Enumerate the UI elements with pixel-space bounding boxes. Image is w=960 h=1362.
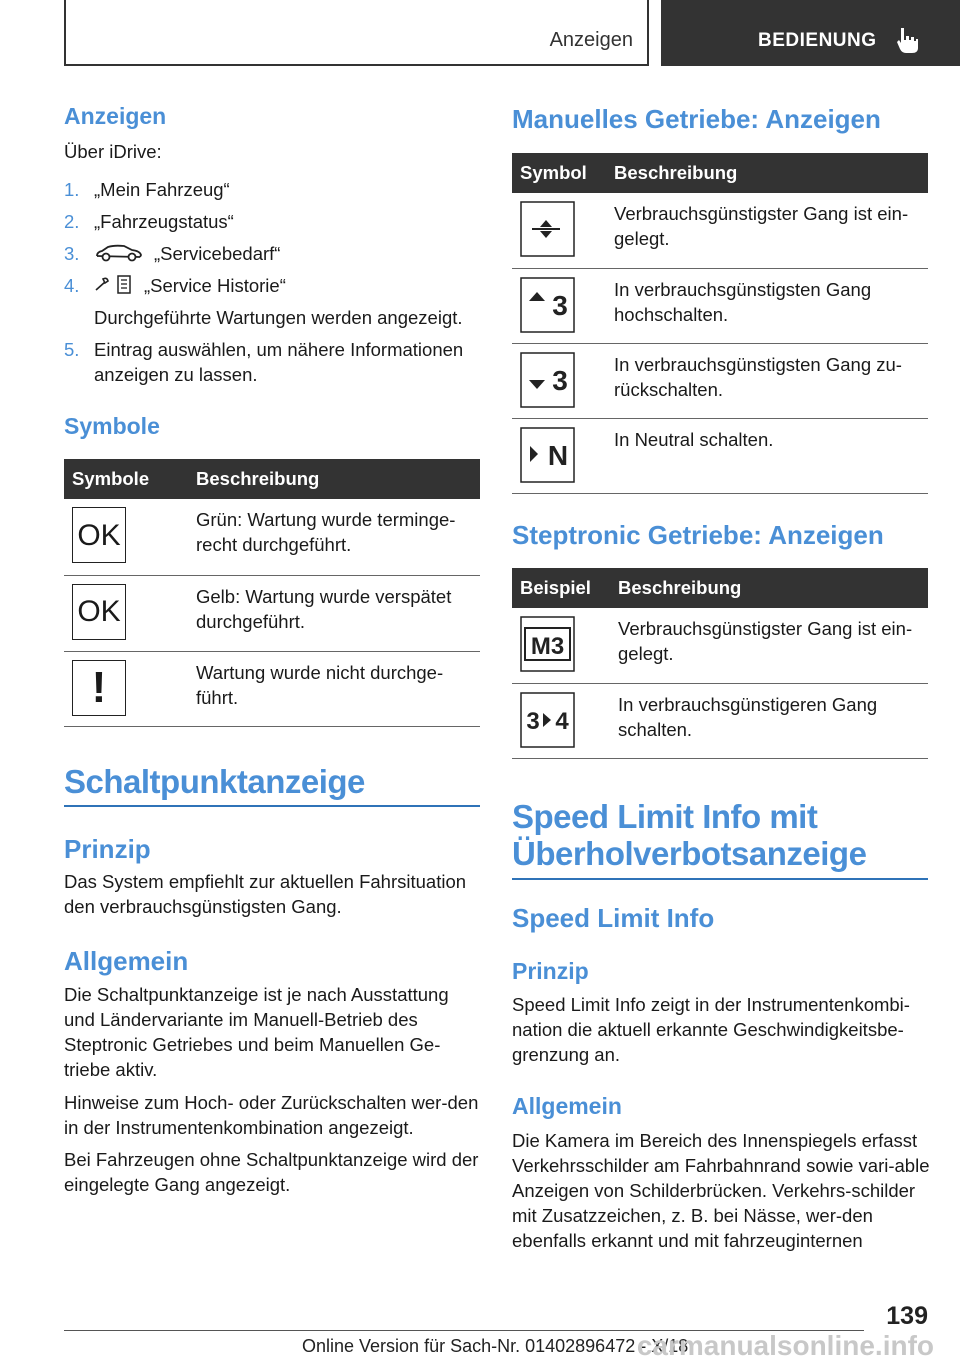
row-description: In verbrauchsgünstigeren Gang schalten. [610, 683, 928, 758]
symbole-table [64, 459, 480, 727]
header-section-title: Anzeigen [549, 29, 633, 51]
beispiel-col-header: Beispiel [512, 568, 610, 608]
header-chapter-box [661, 0, 960, 66]
step-note: Durchgeführte Wartungen werden angezeigt. [94, 307, 463, 328]
allgemein-heading: Allgemein [64, 946, 189, 976]
row-description: Gelb: Wartung wurde verspätet durchgeführt. [188, 575, 480, 651]
allgemein-p3: Bei Fahrzeugen ohne Schaltpunktanzeige wird der eingelegte Gang angezeigt. [64, 1149, 479, 1195]
manuell-heading: Manuelles Getriebe: Anzeigen [512, 104, 881, 134]
prinzip-text: Das System empfiehlt zur aktuellen Fahrsituation den verbrauchsgünstigsten Gang. [64, 871, 467, 917]
steptronic-table [512, 568, 928, 759]
shift-down-3-icon [520, 352, 575, 408]
row-description: Verbrauchsgünstigster Gang ist ein-gelegt. [610, 608, 928, 683]
table-row [512, 683, 928, 758]
svg-text:3: 3 [552, 364, 568, 396]
table-row [512, 418, 928, 493]
gear-m3-icon [520, 616, 575, 672]
row-description: Wartung wurde nicht durchge-führt. [188, 651, 480, 726]
table-row [64, 651, 480, 726]
prinzip-heading: Prinzip [64, 834, 151, 864]
step-item: 3. „Servicebedarf“ [64, 243, 281, 264]
header-section-box [64, 0, 649, 66]
ok-green-icon: OK [72, 507, 126, 563]
speed-limit-sub-heading: Speed Limit Info [512, 903, 715, 933]
svg-text:4: 4 [555, 707, 569, 735]
car-icon [94, 243, 144, 263]
ok-yellow-icon: OK [72, 584, 126, 640]
page-number: 139 [886, 1302, 928, 1330]
hand-pointer-icon [897, 26, 919, 54]
schaltpunkt-heading: Schaltpunktanzeige [64, 763, 480, 807]
table-row [512, 343, 928, 418]
neutral-icon [520, 427, 575, 483]
row-description: Verbrauchsgünstigster Gang ist ein-gelegt. [606, 193, 928, 268]
symbol-col-header: Symbol [512, 153, 606, 193]
row-description: In verbrauchsgünstigsten Gang hochschalten. [606, 268, 928, 343]
symbole-heading: Symbole [64, 413, 160, 439]
table-row [64, 499, 480, 575]
speed-allgemein-text: Die Kamera im Bereich des Innenspiegels erfasst Verkehrsschilder am Fahrbahnrand sowie vari-able Anzeigen von Schilderbrücken. Verkehrs-schilder mit Zusatzzeichen, z. B. bei Nässe, wer-den ebenfalls erkannt und mit fahrzeuginternen [512, 1130, 930, 1251]
shift-up-3-icon [520, 277, 575, 333]
header-chapter-title: BEDIENUNG [758, 30, 877, 51]
table-row [512, 193, 928, 268]
speed-prinzip-heading: Prinzip [512, 958, 589, 984]
anzeigen-heading: Anzeigen [64, 103, 167, 129]
allgemein-p1: Die Schaltpunktanzeige ist je nach Ausstattung und Ländervariante im Manuell-Betrieb des Steptronic Getriebes und beim Manuellen Ge-triebe aktiv. [64, 984, 449, 1080]
table-row [512, 608, 928, 683]
step-item: 1. „Mein Fahrzeug“ [64, 179, 230, 200]
beschreibung-col-header: Beschreibung [606, 153, 928, 193]
row-description: In verbrauchsgünstigsten Gang zu-rückschalten. [606, 343, 928, 418]
step-item: 2. „Fahrzeugstatus“ [64, 211, 234, 232]
beschreibung-col-header: Beschreibung [610, 568, 928, 608]
speed-prinzip-text: Speed Limit Info zeigt in der Instrumentenkombi-nation die aktuell erkannte Geschwindigkeitsbe-grenzung an. [512, 994, 910, 1065]
svg-text:N: N [547, 439, 569, 471]
symbole-col-header: Symbole [64, 459, 188, 499]
manuell-table [512, 153, 928, 494]
steptronic-heading: Steptronic Getriebe: Anzeigen [512, 520, 884, 550]
service-history-icon [94, 274, 134, 296]
row-description: Grün: Wartung wurde terminge-recht durchgeführt. [188, 499, 480, 575]
allgemein-p2: Hinweise zum Hoch- oder Zurückschalten wer-den in der Instrumentenkombination angezeigt. [64, 1092, 479, 1138]
step-item: 4. „Service Historie“ Durchgeführte Wartungen werden angezeigt. [64, 273, 480, 330]
watermark: carmanualsonline.info [636, 1330, 934, 1361]
gear-3-to-4-icon [520, 692, 575, 748]
svg-text:M3: M3 [530, 633, 565, 660]
speed-allgemein-heading: Allgemein [512, 1093, 622, 1119]
svg-text:3: 3 [526, 707, 540, 735]
table-row [512, 268, 928, 343]
table-row [64, 575, 480, 651]
row-description: In Neutral schalten. [606, 418, 928, 493]
step-item: 5. Eintrag auswählen, um nähere Informationen anzeigen zu lassen. [64, 339, 464, 385]
speed-limit-heading: Speed Limit Info mit Überholverbotsanzeige [512, 798, 928, 880]
anzeigen-steps [64, 177, 480, 394]
footer-text: Online Version für Sach-Nr. 01402896472 - X/18 [302, 1336, 689, 1356]
svg-text:3: 3 [552, 289, 568, 321]
anzeigen-intro: Über iDrive: [64, 141, 162, 162]
beschreibung-col-header: Beschreibung [188, 459, 480, 499]
optimal-gear-icon [520, 201, 575, 257]
warning-exclamation-icon: ! [72, 660, 126, 716]
